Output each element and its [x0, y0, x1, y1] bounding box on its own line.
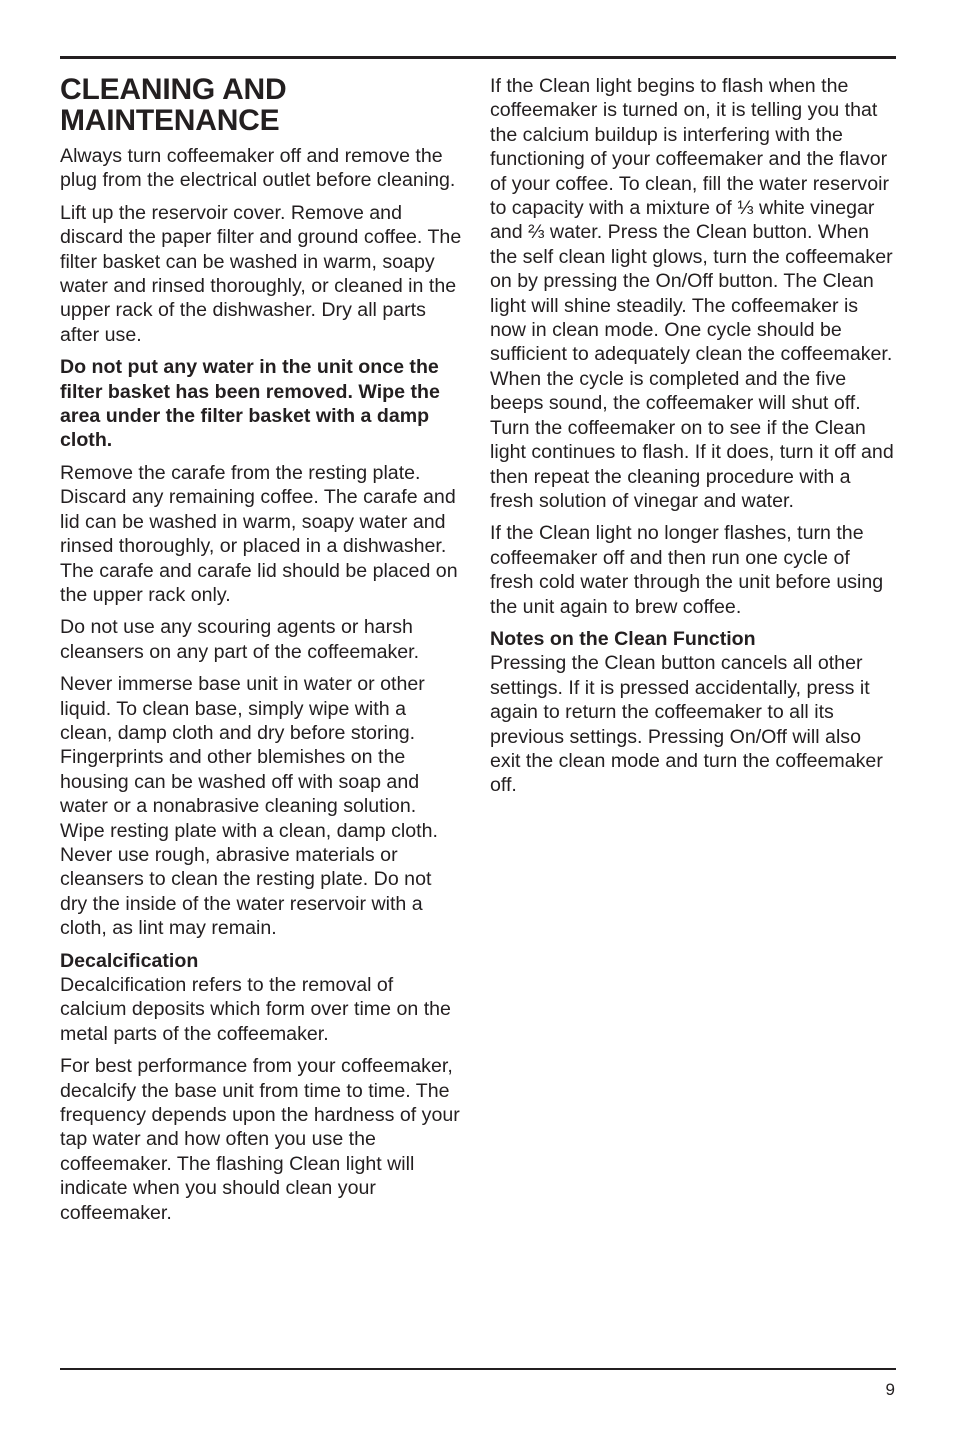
paragraph-clean-rinse: If the Clean light no longer flashes, turn the coffeemaker off and then run one cycle of fresh cold water through the unit before using the unit again to brew coffee. — [490, 522, 884, 618]
paragraph-carafe: Remove the carafe from the resting plate. Discard any remaining coffee. The carafe and lid can be washed in warm, soapy water and rinsed thoroughly, or placed in a dishwasher. The carafe and carafe lid should be placed on the upper rack only. — [60, 461, 458, 606]
paragraph-scouring: Do not use any scouring agents or harsh cleansers on any part of the coffeemaker. — [60, 616, 420, 663]
right-column — [490, 74, 896, 806]
paragraph-decalcify-frequency: For best performance from your coffeemaker, decalcify the base unit from time to time. The frequency depends upon the hardness of your tap water and how often you use the coffeemaker. The flashing Clean light will indicate when you should clean your coffeemaker. — [60, 1055, 460, 1224]
decalcification-heading: Decalcification — [60, 949, 199, 972]
section-decalcification — [60, 949, 462, 1047]
bottom-rule — [60, 1368, 896, 1370]
page-title: CLEANING AND MAINTENANCE — [60, 73, 287, 137]
paragraph-filter-basket: Lift up the reservoir cover. Remove and discard the paper filter and ground coffee. The filter basket can be washed in warm, soapy water and rinsed thoroughly, or cleaned in the upper rack of the dishwasher. Dry all parts after use. — [60, 201, 462, 346]
paragraph-base-unit: Never immerse base unit in water or other liquid. To clean base, simply wipe with a clean, damp cloth and dry before storing. Fingerprints and other blemishes on the housing can be washed off with soap and water or a nonabrasive cleaning solution. Wipe resting plate with a clean, damp cloth. Never use rough, abrasive materials or cleansers to clean the resting plate. Do not dry the inside of the water reservoir with a cloth, as lint may remain. — [60, 673, 438, 940]
section-clean-notes — [490, 627, 896, 798]
decalcification-definition: Decalcification refers to the removal of calcium deposits which form over time on the metal parts of the coffeemaker. — [60, 974, 451, 1045]
clean-notes-heading: Notes on the Clean Function — [490, 627, 756, 650]
paragraph-clean-procedure: If the Clean light begins to flash when the coffeemaker is turned on, it is telling you that the calcium buildup is interfering with the functioning of your coffeemaker and the flavor of your coffee. To clean, fill the water reservoir to capacity with a mixture of ⅓ white vinegar and ⅔ water. Press the Clean button. When the self clean light glows, turn the coffeemaker on by pressing the On/Off button. The Clean light will shine steadily. The coffeemaker is now in clean mode. One cycle should be sufficient to adequately clean the coffeemaker. When the cycle is completed and the five beeps sound, the coffeemaker will shut off. Turn the coffeemaker on to see if the Clean light continues to flash. If it does, turn it off and then repeat the cleaning procedure with a fresh solution of vinegar and water. — [490, 75, 894, 512]
page-number: 9 — [885, 1380, 895, 1399]
warning-filter-basket: Do not put any water in the unit once the filter basket has been removed. Wipe the area under the filter basket with a damp cloth. — [60, 356, 440, 452]
top-rule — [60, 56, 896, 59]
clean-notes-text: Pressing the Clean button cancels all other settings. If it is pressed accidentally, press it again to return the coffeemaker to all its previous settings. Pressing On/Off will also exit the clean mode and turn the coffeemaker off. — [490, 652, 883, 797]
paragraph-unplug: Always turn coffeemaker off and remove the plug from the electrical outlet before cleaning. — [60, 145, 456, 192]
left-column — [60, 74, 462, 1233]
